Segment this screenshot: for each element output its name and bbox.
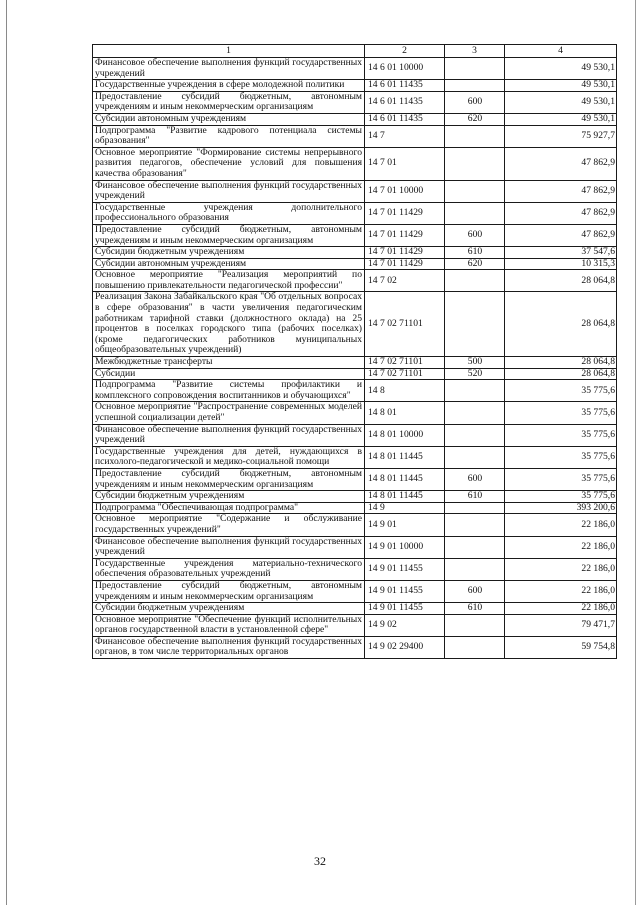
row-vr: 610 <box>445 603 505 615</box>
table-row <box>93 368 617 380</box>
table-row <box>93 636 617 658</box>
row-name: Основное мероприятие "Распространение современных моделей успешной социализации детей" <box>93 402 365 424</box>
row-code: 14 9 02 <box>365 614 445 636</box>
row-amount: 28 064,8 <box>505 270 617 292</box>
row-name: Финансовое обеспечение выполнения функций государственных учреждений <box>93 180 365 202</box>
row-amount: 47 862,9 <box>505 224 617 246</box>
row-amount: 22 186,0 <box>505 514 617 536</box>
row-amount: 22 186,0 <box>505 580 617 602</box>
row-code: 14 8 <box>365 380 445 402</box>
table-row <box>93 446 617 468</box>
row-vr <box>445 402 505 424</box>
row-vr: 600 <box>445 580 505 602</box>
row-vr: 520 <box>445 368 505 380</box>
table-row <box>93 424 617 446</box>
row-name: Предоставление субсидий бюджетным, автономным учреждениям и иным некоммерческим организациям <box>93 580 365 602</box>
row-amount: 35 775,6 <box>505 446 617 468</box>
row-amount: 49 530,1 <box>505 58 617 80</box>
row-code: 14 7 01 <box>365 147 445 180</box>
table-row <box>93 502 617 514</box>
table-row <box>93 258 617 270</box>
table-row <box>93 91 617 113</box>
table-body <box>93 58 617 659</box>
row-name: Межбюджетные трансферты <box>93 357 365 369</box>
header-col-2: 2 <box>365 45 445 58</box>
row-code: 14 7 02 71101 <box>365 292 445 357</box>
row-amount: 28 064,8 <box>505 368 617 380</box>
row-amount: 35 775,6 <box>505 468 617 490</box>
row-code: 14 7 02 71101 <box>365 368 445 380</box>
row-name: Основное мероприятие "Обеспечение функций исполнительных органов государственной власти в установленной сфере" <box>93 614 365 636</box>
row-vr <box>445 536 505 558</box>
row-code: 14 9 <box>365 502 445 514</box>
row-name: Субсидии автономным учреждениям <box>93 258 365 270</box>
table-row <box>93 147 617 180</box>
row-vr <box>445 292 505 357</box>
row-vr: 600 <box>445 224 505 246</box>
row-amount: 28 064,8 <box>505 357 617 369</box>
row-code: 14 7 01 11429 <box>365 202 445 224</box>
row-code: 14 7 01 10000 <box>365 180 445 202</box>
row-name: Подпрограмма "Обеспечивающая подпрограмма" <box>93 502 365 514</box>
row-code: 14 7 01 11429 <box>365 224 445 246</box>
row-amount: 22 186,0 <box>505 603 617 615</box>
row-code: 14 9 01 11455 <box>365 558 445 580</box>
row-amount: 59 754,8 <box>505 636 617 658</box>
row-vr <box>445 147 505 180</box>
table-header-row <box>93 45 617 58</box>
row-code: 14 7 02 <box>365 270 445 292</box>
row-name: Подпрограмма "Развитие кадрового потенциала системы образования" <box>93 125 365 147</box>
table-row <box>93 468 617 490</box>
header-col-3: 3 <box>445 45 505 58</box>
row-name: Финансовое обеспечение выполнения функций государственных органов, в том числе территориальных органов <box>93 636 365 658</box>
row-vr: 500 <box>445 357 505 369</box>
row-code: 14 9 02 29400 <box>365 636 445 658</box>
table-row <box>93 536 617 558</box>
row-vr <box>445 558 505 580</box>
row-vr <box>445 636 505 658</box>
row-amount: 22 186,0 <box>505 558 617 580</box>
row-name: Предоставление субсидий бюджетным, автономным учреждениям и иным некоммерческим организациям <box>93 468 365 490</box>
row-vr: 600 <box>445 91 505 113</box>
row-code: 14 6 01 11435 <box>365 80 445 92</box>
row-name: Государственные учреждения для детей, нуждающихся в психолого-педагогической и медико-социальной помощи <box>93 446 365 468</box>
row-code: 14 7 01 11429 <box>365 258 445 270</box>
row-name: Предоставление субсидий бюджетным, автономным учреждениям и иным некоммерческим организациям <box>93 224 365 246</box>
row-amount: 79 471,7 <box>505 614 617 636</box>
row-code: 14 6 01 10000 <box>365 58 445 80</box>
row-name: Субсидии бюджетным учреждениям <box>93 603 365 615</box>
row-amount: 35 775,6 <box>505 380 617 402</box>
row-vr: 610 <box>445 491 505 503</box>
row-amount: 49 530,1 <box>505 80 617 92</box>
table-row <box>93 180 617 202</box>
table-row <box>93 202 617 224</box>
row-name: Реализация Закона Забайкальского края "Об отдельных вопросах в сфере образования" в части увеличения педагогическим работникам тарифной ставки (должностного оклада) на 25 процентов в поселках городского типа (рабочих поселках) (кроме педагогических работников муниципальных общеобразовательных учреждений) <box>93 292 365 357</box>
row-vr <box>445 202 505 224</box>
table-row <box>93 514 617 536</box>
row-vr <box>445 125 505 147</box>
table-row <box>93 491 617 503</box>
row-vr <box>445 502 505 514</box>
row-amount: 49 530,1 <box>505 113 617 125</box>
scan-edge-right <box>635 0 636 905</box>
row-vr <box>445 58 505 80</box>
table-row <box>93 614 617 636</box>
row-vr <box>445 80 505 92</box>
table-row <box>93 357 617 369</box>
table-row <box>93 113 617 125</box>
row-name: Финансовое обеспечение выполнения функций государственных учреждений <box>93 536 365 558</box>
row-name: Государственные учреждения в сфере молодежной политики <box>93 80 365 92</box>
row-name: Государственные учреждения материально-технического обеспечения образовательных учреждений <box>93 558 365 580</box>
row-amount: 47 862,9 <box>505 180 617 202</box>
row-amount: 393 200,6 <box>505 502 617 514</box>
row-name: Основное мероприятие "Реализация мероприятий по повышению привлекательности педагогической профессии" <box>93 270 365 292</box>
row-amount: 47 862,9 <box>505 147 617 180</box>
row-amount: 10 315,3 <box>505 258 617 270</box>
page-number: 32 <box>314 854 326 868</box>
table-row <box>93 380 617 402</box>
table-row <box>93 80 617 92</box>
row-name: Субсидии бюджетным учреждениям <box>93 247 365 259</box>
row-name: Подпрограмма "Развитие системы профилактики и комплексного сопровождения воспитанников и обучающихся" <box>93 380 365 402</box>
table-row <box>93 125 617 147</box>
row-vr <box>445 424 505 446</box>
row-amount: 35 775,6 <box>505 402 617 424</box>
table-row <box>93 58 617 80</box>
table-row <box>93 558 617 580</box>
row-code: 14 8 01 <box>365 402 445 424</box>
row-vr <box>445 514 505 536</box>
row-vr: 600 <box>445 468 505 490</box>
table-row <box>93 224 617 246</box>
table-row <box>93 270 617 292</box>
row-code: 14 9 01 10000 <box>365 536 445 558</box>
row-amount: 47 862,9 <box>505 202 617 224</box>
row-code: 14 7 <box>365 125 445 147</box>
header-col-1: 1 <box>93 45 365 58</box>
table-row <box>93 292 617 357</box>
row-vr: 610 <box>445 247 505 259</box>
row-vr <box>445 380 505 402</box>
row-code: 14 9 01 11455 <box>365 580 445 602</box>
row-name: Субсидии бюджетным учреждениям <box>93 491 365 503</box>
row-code: 14 7 02 71101 <box>365 357 445 369</box>
row-vr <box>445 446 505 468</box>
row-code: 14 8 01 10000 <box>365 424 445 446</box>
row-amount: 75 927,7 <box>505 125 617 147</box>
row-name: Основное мероприятие "Содержание и обслуживание государственных учреждений" <box>93 514 365 536</box>
row-amount: 28 064,8 <box>505 292 617 357</box>
row-name: Субсидии автономным учреждениям <box>93 113 365 125</box>
row-amount: 35 775,6 <box>505 491 617 503</box>
row-vr <box>445 614 505 636</box>
row-name: Основное мероприятие "Формирование системы непрерывного развития педагогов, обеспечение условий для повышения качества образования" <box>93 147 365 180</box>
row-name: Финансовое обеспечение выполнения функций государственных учреждений <box>93 424 365 446</box>
row-code: 14 9 01 11455 <box>365 603 445 615</box>
row-name: Финансовое обеспечение выполнения функций государственных учреждений <box>93 58 365 80</box>
header-col-4: 4 <box>505 45 617 58</box>
row-code: 14 7 01 11429 <box>365 247 445 259</box>
row-name: Государственные учреждения дополнительного профессионального образования <box>93 202 365 224</box>
row-vr <box>445 180 505 202</box>
row-code: 14 6 01 11435 <box>365 113 445 125</box>
row-code: 14 8 01 11445 <box>365 446 445 468</box>
table-row <box>93 247 617 259</box>
table-row <box>93 580 617 602</box>
row-code: 14 8 01 11445 <box>365 491 445 503</box>
row-amount: 22 186,0 <box>505 536 617 558</box>
row-amount: 35 775,6 <box>505 424 617 446</box>
row-code: 14 6 01 11435 <box>365 91 445 113</box>
table-row <box>93 402 617 424</box>
row-vr <box>445 270 505 292</box>
row-code: 14 9 01 <box>365 514 445 536</box>
row-amount: 37 547,6 <box>505 247 617 259</box>
row-name: Субсидии <box>93 368 365 380</box>
row-code: 14 8 01 11445 <box>365 468 445 490</box>
scan-edge-left <box>6 0 7 905</box>
budget-table <box>92 44 617 659</box>
row-vr: 620 <box>445 258 505 270</box>
row-amount: 49 530,1 <box>505 91 617 113</box>
table-row <box>93 603 617 615</box>
row-name: Предоставление субсидий бюджетным, автономным учреждениям и иным некоммерческим организациям <box>93 91 365 113</box>
row-vr: 620 <box>445 113 505 125</box>
